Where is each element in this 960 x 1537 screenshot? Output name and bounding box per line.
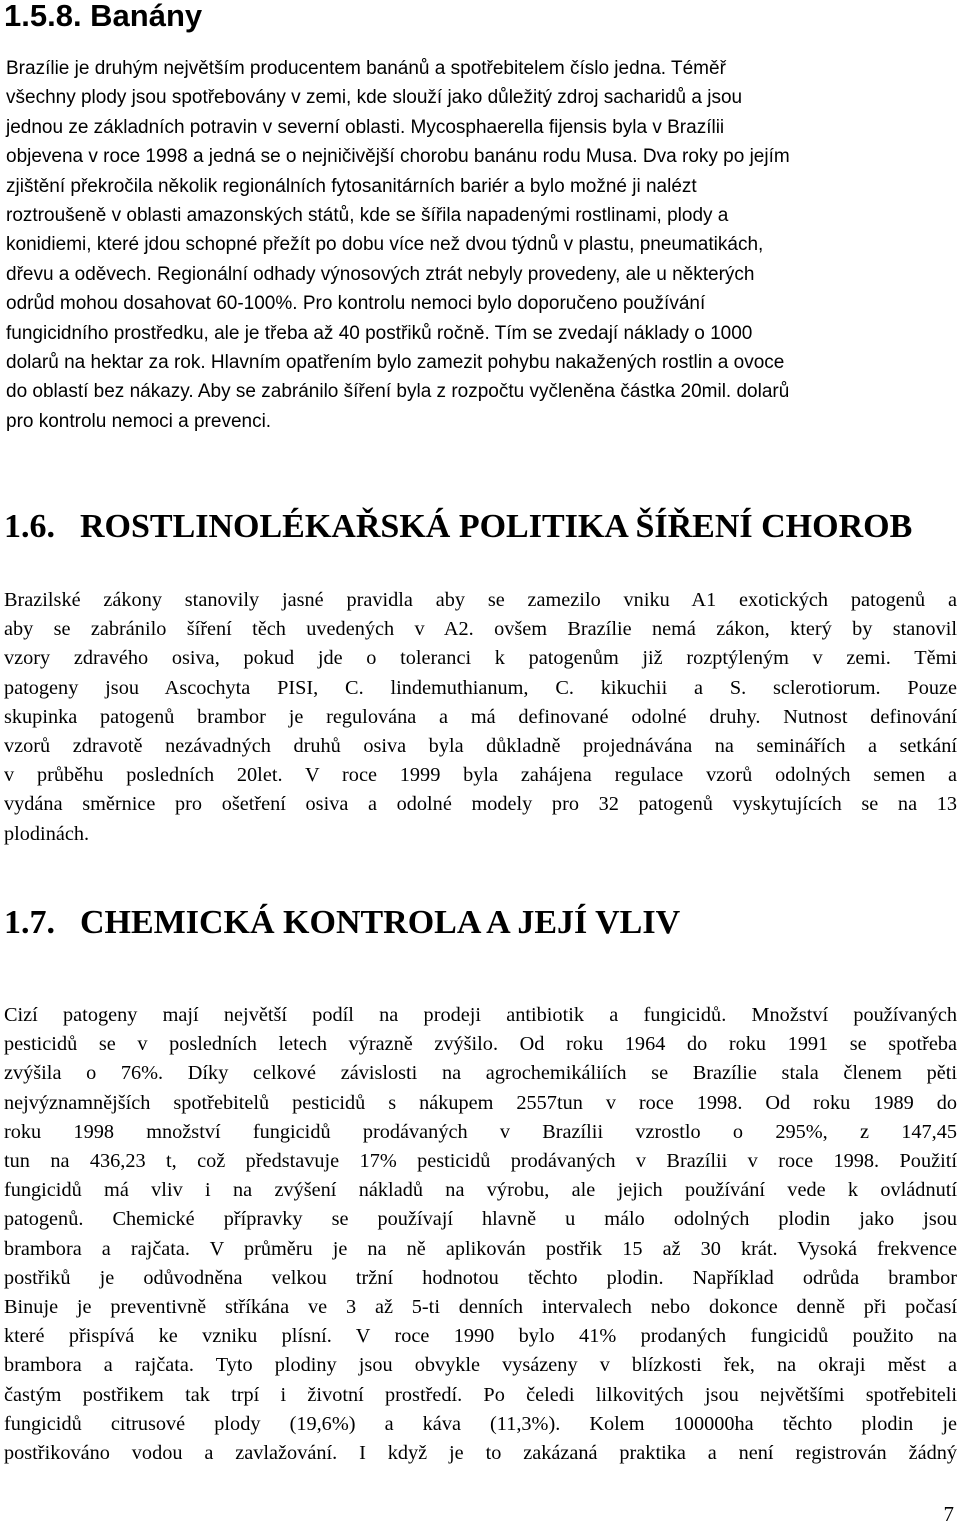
paragraph-line: Brazilské zákony stanovily jasné pravidla aby se zamezilo vniku A1 exotických patogenů a — [4, 589, 957, 611]
section-heading-policy — [4, 504, 912, 550]
paragraph-line: vzorů zdravotě nezávadných druhů osiva byla důkladně projednávána na seminářích a setkání — [4, 735, 957, 758]
paragraph-line: konidiemi, které jdou schopné přežít po dobu více než dvou týdnů v plastu, pneumatikách, — [6, 234, 764, 256]
section-heading-bananas: 1.5.8. Banány — [4, 0, 203, 33]
section-title: CHEMICKÁ KONTROLA A JEJÍ VLIV — [80, 904, 681, 941]
paragraph-line: Brazílie je druhým největším producentem banánů a spotřebitelem číslo jedna. Téměř — [6, 58, 726, 79]
paragraph-line: fungicidů má vliv i na zvýšení nákladů na výrobu, ale jejich používání vede k ovládnutí — [4, 1179, 957, 1202]
paragraph-line: roku 1998 množství fungicidů prodávaných v Brazílii vzrostlo o 295%, z 147,45 — [4, 1120, 957, 1143]
section-title: ROSTLINOLÉKAŘSKÁ POLITIKA ŠÍŘENÍ CHOROB — [80, 508, 913, 545]
paragraph-line: fungicidů citrusové plody (19,6%) a káva (11,3%). Kolem 100000ha těchto plodin je — [4, 1412, 957, 1435]
paragraph-line: patogeny jsou Ascochyta PISI, C. lindemuthianum, C. kikuchii a S. sclerotiorum. Pouze — [4, 676, 957, 699]
paragraph-line: postřiků je odůvodněna velkou tržní hodnotou těchto plodin. Například odrůda brambor — [4, 1266, 957, 1289]
paragraph-line: častým postřikem tak trpí i životní prostředí. Po čeledi lilkovitých jsou největšími spotřebiteli — [4, 1383, 957, 1406]
paragraph-line: zjištění překročila několik regionálních fytosanitárních bariér a bylo možné ji nalézt — [6, 175, 697, 197]
paragraph-line: brambora a rajčata. V průměru je na ně aplikován postřik 15 až 30 krát. Vysoká frekvence — [4, 1237, 957, 1260]
paragraph-line: které přispívá ke vzniku plísní. V roce 1990 bylo 41% prodaných fungicidů použito na — [4, 1325, 957, 1348]
paragraph-line: Cizí patogeny mají největší podíl na prodeji antibiotik a fungicidů. Množství používaných — [4, 1004, 957, 1026]
paragraph-line: dolarů na hektar za rok. Hlavním opatřením bylo zamezit pohybu nakažených rostlin a ovoce — [6, 352, 785, 374]
paragraph-line: vzory zdravého osiva, pokud jde o toleranci k patogenům již rozptýleným v zemi. Těmi — [4, 647, 957, 670]
paragraph-line: vydána směrnice pro ošetření osiva a odolné modely pro 32 patogenů vyskytujících se na 13 — [4, 793, 957, 816]
section-heading-chemical — [4, 900, 680, 946]
paragraph-line: postřikováno vodou a zavlažování. I když je to zakázaná praktika a není registrován žádný — [4, 1442, 957, 1465]
paragraph-line: odrůd mohou dosahovat 60-100%. Pro kontrolu nemoci bylo doporučeno používání — [6, 293, 706, 315]
paragraph-line: aby se zabránilo šíření těch uvedených v A2. ovšem Brazílie nemá zákon, který by stanovil — [4, 618, 957, 641]
paragraph-line: všechny plody jsou spotřebovány v zemi, kde slouží jako důležitý zdroj sacharidů a jsou — [6, 87, 743, 109]
paragraph-line: Binuje je preventivně stříkána ve 3 až 5-ti denních intervalech nebo dokonce denně při počasí — [4, 1296, 957, 1319]
paragraph-line: dřevu a oděvech. Regionální odhady výnosových ztrát nebyly provedeny, ale u některých — [6, 263, 755, 285]
paragraph-line: fungicidního prostředku, ale je třeba až 40 postřiků ročně. Tím se zvedají náklady o 1000 — [6, 322, 753, 344]
page-number: 7 — [943, 1502, 954, 1526]
paragraph-line: tun na 436,23 t, což představuje 17% pesticidů prodávaných v Brazílii v roce 1998. Použití — [4, 1150, 957, 1173]
paragraph-line: zvýšila o 76%. Díky celkové závislosti na agrochemikáliích se Brazílie stala členem pěti — [4, 1062, 957, 1085]
paragraph-line: nejvýznamnějších spotřebitelů pesticidů s nákupem 2557tun v roce 1998. Od roku 1989 do — [4, 1091, 957, 1114]
paragraph-line: brambora a rajčata. Tyto plodiny jsou obvykle vysázeny v blízkosti řek, na okraji měst a — [4, 1354, 957, 1377]
paragraph-line: pro kontrolu nemoci a prevenci. — [6, 410, 272, 432]
paragraph-policy — [4, 586, 957, 849]
section-number: 1.7. — [4, 904, 55, 941]
paragraph-chemical — [4, 1001, 957, 1468]
section-number: 1.6. — [4, 508, 55, 545]
paragraph-line: do oblastí bez nákazy. Aby se zabránilo šíření byla z rozpočtu vyčleněna částka 20mil. dolarů — [6, 381, 790, 403]
paragraph-line: jednou ze základních potravin v severní oblasti. Mycosphaerella fijensis byla v Brazílii — [6, 116, 725, 138]
paragraph-line: skupinka patogenů brambor je regulována a má definované odolné druhy. Nutnost definování — [4, 705, 957, 728]
paragraph-line: pesticidů se v posledních letech výrazně zvýšilo. Od roku 1964 do roku 1991 se spotřeba — [4, 1033, 957, 1056]
paragraph-bananas — [6, 54, 956, 436]
paragraph-line: patogenů. Chemické přípravky se používají hlavně u málo odolných plodin jako jsou — [4, 1208, 957, 1231]
paragraph-line: plodinách. — [4, 822, 90, 845]
paragraph-line: objevena v roce 1998 a jedná se o nejničivější chorobu banánu rodu Musa. Dva roky po jejím — [6, 146, 790, 168]
paragraph-line: v průběhu posledních 20let. V roce 1999 byla zahájena regulace vzorů odolných semen a — [4, 764, 957, 787]
paragraph-line: roztroušeně v oblasti amazonských států, kde se šířila napadenými rostlinami, plody a — [6, 205, 729, 227]
